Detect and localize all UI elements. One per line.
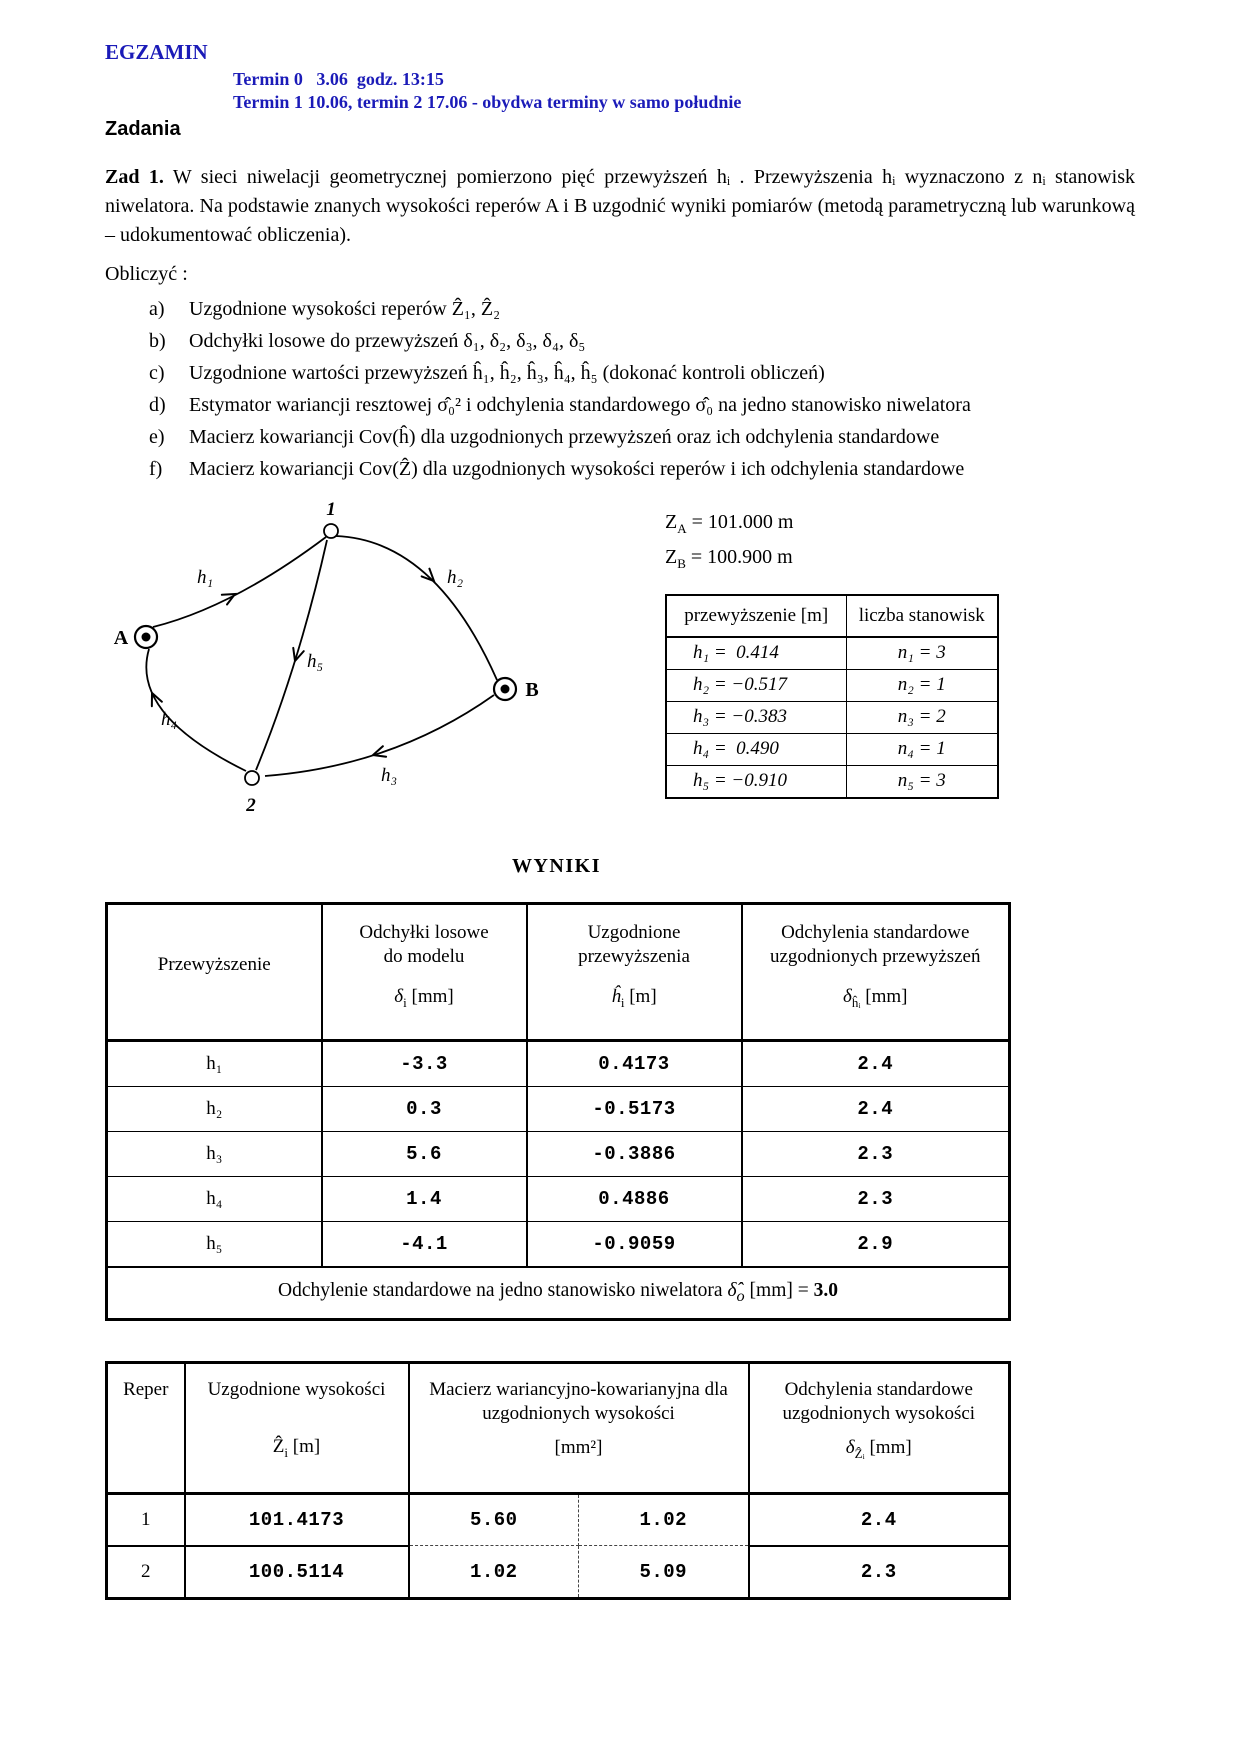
compute-list: [105, 293, 1155, 485]
network-nodes: [135, 524, 516, 785]
term-line-1: Termin 0 3.06 godz. 13:15: [233, 69, 444, 89]
col-unit: [747, 986, 1005, 1011]
term-lines: [233, 68, 1155, 115]
obs-n-value: n₃ = 2: [846, 701, 998, 733]
height-std: 2.4: [749, 1493, 1010, 1546]
task-body: W sieci niwelacji geometrycznej pomierzono pięć przewyższeń hᵢ . Przewyższenia hᵢ wyznaczono z nᵢ stanowisk niwelatora. Na podstawie znanych wysokości reperów A i B uzgodnić wyniki pomiarów (metodą parametryczną lub warunkową – udokumentować obliczenia).: [105, 165, 1136, 246]
unit-text: [mm]: [860, 986, 908, 1008]
term-line-2: Termin 1 10.06, termin 2 17.06 - obydwa terminy w samo południe: [233, 92, 742, 113]
figure-row: [105, 499, 1155, 839]
footer-sym-sub: o: [736, 1286, 745, 1305]
section-heading: Zadania: [105, 117, 181, 140]
results-heading: WYNIKI: [511, 854, 601, 877]
col-unit: [mm²]: [554, 1437, 603, 1459]
unit-text: [mm]: [864, 1437, 912, 1459]
adjusted-h-value: 0.4173: [527, 1040, 742, 1086]
item-label: a): [149, 297, 165, 320]
compute-item-d: [149, 389, 1155, 421]
sigma-zero-symbol: [727, 1279, 745, 1305]
unit-symbol-sub: Ẑᵢ: [854, 1445, 865, 1461]
results-row-h1: [107, 1040, 1010, 1086]
col-title: Przewyższenie: [157, 953, 271, 975]
col-unit: [327, 986, 522, 1011]
col-title-line2: uzgodnionych wysokości: [482, 1403, 675, 1425]
unit-symbol-sub: i: [284, 1445, 289, 1461]
results-table: [105, 902, 1011, 1321]
unit-symbol: Ẑ: [272, 1436, 285, 1458]
benchmark-b-height: [665, 546, 999, 572]
adjusted-h-value: -0.3886: [527, 1131, 742, 1176]
obs-col-heights-header: przewyższenie [m]: [666, 595, 846, 637]
unit-text: [m]: [624, 986, 657, 1008]
compute-item-e: [149, 421, 1155, 453]
col-unit: [754, 1437, 1005, 1462]
col-title-line1: Macierz wariancyjno-kowarianyjna dla: [429, 1378, 728, 1400]
task-label: Zad 1.: [105, 165, 164, 188]
edge-h2: [336, 536, 497, 680]
footer-sym-base: δ̂: [727, 1279, 737, 1301]
col-title: Reper: [123, 1378, 169, 1400]
edge-h1-label: h₁: [196, 566, 214, 588]
obs-row-2: [666, 669, 998, 701]
item-text: Uzgodnione wartości przewyższeń ĥ₁, ĥ₂, ĥ₃, ĥ₄, ĥ₅ (dokonać kontroli obliczeń): [189, 361, 825, 384]
edge-h3-label: h₃: [380, 764, 398, 786]
delta-value: 5.6: [322, 1131, 527, 1176]
row-label: h₁: [107, 1040, 322, 1086]
results-col-uzgodnione: [527, 903, 742, 1040]
obs-header-row: [666, 595, 998, 637]
results-row-h5: [107, 1221, 1010, 1267]
leveling-network-diagram: [105, 499, 575, 839]
heights-row-2: [107, 1546, 1010, 1599]
unit-symbol-sub: i: [620, 994, 625, 1010]
covariance-11: 5.60: [409, 1493, 579, 1546]
item-label: f): [149, 457, 163, 480]
obs-col-stations-header: liczba stanowisk: [846, 595, 998, 637]
heights-header-row: [107, 1362, 1010, 1493]
compute-item-a: [149, 293, 1155, 325]
compute-item-c: [149, 357, 1155, 389]
heights-table: [105, 1361, 1011, 1600]
results-col-przewyzszenie: [107, 903, 322, 1040]
col-title-line2: uzgodnionych przewyższeń: [769, 946, 981, 968]
col-title-line1: Odchylenia standardowe: [784, 1378, 973, 1400]
obs-h-value: h₁ = 0.414: [666, 637, 846, 670]
doc-title: EGZAMIN: [105, 40, 208, 64]
heights-col-odchylenia: [749, 1362, 1010, 1493]
heights-col-macierz: [409, 1362, 749, 1493]
heights-col-reper: [107, 1362, 185, 1493]
delta-value: -4.1: [322, 1221, 527, 1267]
delta-value: 0.3: [322, 1086, 527, 1131]
adjusted-height: 100.5114: [185, 1546, 409, 1599]
unit-symbol-sub: ĥᵢ: [851, 994, 861, 1010]
delta-value: 1.4: [322, 1176, 527, 1221]
za-base: Z: [665, 510, 678, 533]
edge-h1: [153, 537, 326, 627]
node-b-label: B: [525, 678, 539, 701]
unit-text: [m]: [288, 1436, 321, 1458]
heights-col-wysokosci: [185, 1362, 409, 1493]
zb-base: Z: [665, 545, 678, 568]
footer-value: 3.0: [813, 1279, 838, 1301]
row-label: h₄: [107, 1176, 322, 1221]
adjusted-h-value: 0.4886: [527, 1176, 742, 1221]
figure-side: [665, 499, 999, 839]
std-value: 2.4: [742, 1040, 1010, 1086]
results-row-h3: [107, 1131, 1010, 1176]
item-text: Estymator wariancji resztowej σ̂₀² i odchylenia standardowego σ̂₀ na jedno stanowisko niwelatora: [189, 393, 971, 416]
item-text: Uzgodnione wysokości reperów Ẑ₁, Ẑ₂: [189, 297, 501, 320]
zb-value: = 100.900 m: [690, 545, 793, 568]
item-label: b): [149, 329, 166, 352]
height-std: 2.3: [749, 1546, 1010, 1599]
obs-h-value: h₂ = −0.517: [666, 669, 846, 701]
obs-n-value: n₄ = 1: [846, 733, 998, 765]
node-2-label: 2: [246, 794, 256, 816]
node-a-inner-dot: [142, 632, 151, 641]
heights-row-1: [107, 1493, 1010, 1546]
results-header-row: [107, 903, 1010, 1040]
covariance-22: 5.09: [579, 1546, 749, 1599]
delta-value: -3.3: [322, 1040, 527, 1086]
node-b-inner-dot: [501, 684, 510, 693]
col-title: Uzgodnione wysokości: [207, 1378, 386, 1400]
compute-item-f: [149, 453, 1155, 485]
obs-row-5: [666, 765, 998, 798]
row-label: h₅: [107, 1221, 322, 1267]
node-2-circle: [245, 771, 259, 785]
unit-symbol: δ: [845, 1437, 855, 1459]
results-col-odchylki: [322, 903, 527, 1040]
row-label: h₂: [107, 1086, 322, 1131]
footer-text: Odchylenie standardowe na jedno stanowisko niwelatora: [278, 1279, 728, 1301]
item-label: c): [149, 361, 165, 384]
unit-symbol: δ: [394, 986, 404, 1008]
compute-item-b: [149, 325, 1155, 357]
task-paragraph: [105, 163, 1135, 250]
obs-row-3: [666, 701, 998, 733]
col-title-line1: Uzgodnione: [587, 921, 681, 943]
arrow-h1: [222, 589, 238, 604]
item-text: Macierz kowariancji Cov(ĥ) dla uzgodnionych przewyższeń oraz ich odchylenia standardowe: [189, 425, 940, 448]
za-value: = 101.000 m: [691, 510, 794, 533]
row-label: h₃: [107, 1131, 322, 1176]
adjusted-h-value: -0.9059: [527, 1221, 742, 1267]
edge-h5-label: h₅: [306, 650, 324, 672]
results-row-h4: [107, 1176, 1010, 1221]
edge-arrows: [147, 568, 438, 760]
results-footer-row: [107, 1267, 1010, 1320]
unit-symbol-sub: i: [403, 994, 407, 1010]
obs-h-value: h₅ = −0.910: [666, 765, 846, 798]
col-title-line1: Odchylenia standardowe: [781, 921, 970, 943]
compute-heading: Obliczyć :: [105, 262, 188, 285]
item-text: Odchyłki losowe do przewyższeń δ₁, δ₂, δ₃, δ₄, δ₅: [189, 329, 586, 352]
obs-n-value: n₅ = 3: [846, 765, 998, 798]
unit-text: [mm]: [406, 986, 454, 1008]
std-value: 2.3: [742, 1176, 1010, 1221]
col-title-line2: do modelu: [383, 946, 465, 968]
obs-h-value: h₃ = −0.383: [666, 701, 846, 733]
benchmark-a-height: [665, 511, 999, 537]
obs-row-1: [666, 637, 998, 670]
adjusted-h-value: -0.5173: [527, 1086, 742, 1131]
observations-table: [665, 594, 999, 799]
node-1-circle: [324, 524, 338, 538]
item-label: d): [149, 393, 166, 416]
col-title-line2: uzgodnionych wysokości: [782, 1403, 976, 1425]
col-title-line1: Odchyłki losowe: [359, 921, 489, 943]
given-heights: [665, 511, 999, 572]
node-1-label: 1: [326, 498, 336, 520]
adjusted-height: 101.4173: [185, 1493, 409, 1546]
col-title-line2: przewyższenia: [578, 946, 690, 968]
reper-id: 1: [107, 1493, 185, 1546]
item-label: e): [149, 425, 165, 448]
footer-cell: [107, 1267, 1010, 1320]
obs-n-value: n₁ = 3: [846, 637, 998, 670]
obs-h-value: h₄ = 0.490: [666, 733, 846, 765]
col-unit: [190, 1436, 404, 1461]
unit-symbol: ĥ: [611, 986, 621, 1008]
std-value: 2.9: [742, 1221, 1010, 1267]
col-unit: [532, 986, 737, 1011]
footer-unit: [mm] =: [744, 1279, 814, 1301]
reper-id: 2: [107, 1546, 185, 1599]
edge-h4-label: h₄: [160, 708, 178, 730]
covariance-21: 1.02: [409, 1546, 579, 1599]
covariance-12: 1.02: [579, 1493, 749, 1546]
zb-sub: B: [677, 555, 686, 571]
std-value: 2.4: [742, 1086, 1010, 1131]
node-a-label: A: [113, 626, 129, 649]
obs-row-4: [666, 733, 998, 765]
obs-n-value: n₂ = 1: [846, 669, 998, 701]
edge-h3: [265, 695, 494, 776]
std-value: 2.3: [742, 1131, 1010, 1176]
results-col-odchylenia-std: [742, 903, 1010, 1040]
za-sub: A: [677, 520, 687, 536]
unit-symbol: δ: [843, 986, 852, 1008]
edge-h2-label: h₂: [446, 566, 464, 588]
item-text: Macierz kowariancji Cov(Ẑ) dla uzgodnionych wysokości reperów i ich odchylenia standardowe: [189, 457, 965, 480]
results-row-h2: [107, 1086, 1010, 1131]
